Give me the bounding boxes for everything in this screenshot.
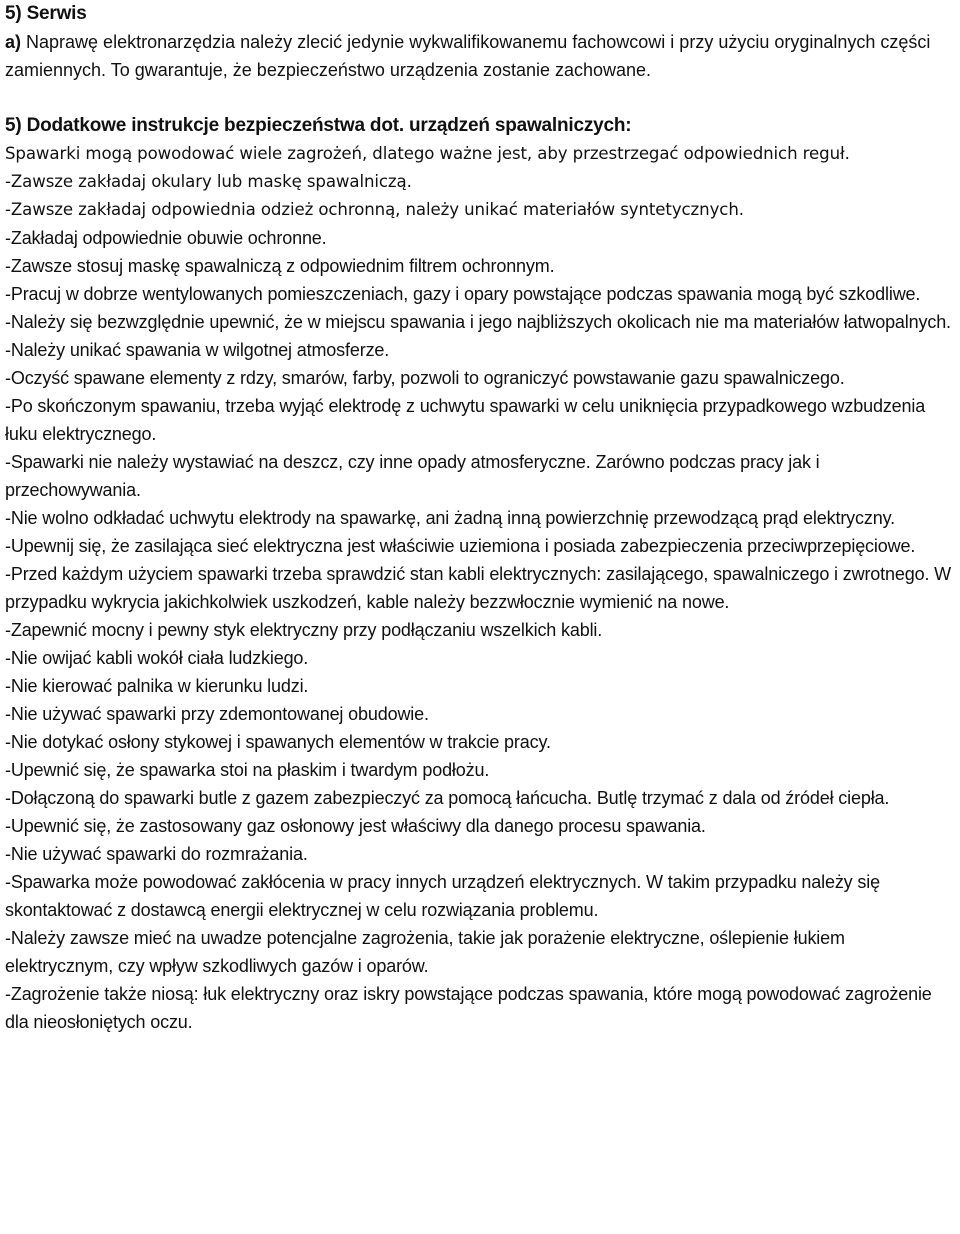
section-service-text: Naprawę elektronarzędzia należy zlecić jedynie wykwalifikowanemu fachowcowi i przy użyciu oryginalnych części zamiennych. To gwarantuje, że bezpieczeństwo urządzenia zostanie zachowane.	[5, 32, 931, 80]
section-service-lead: a)	[5, 32, 22, 52]
list-item: -Spawarki nie należy wystawiać na deszcz, czy inne opady atmosferyczne. Zarówno podczas pracy jak i przechowywania.	[5, 452, 820, 500]
section-service-heading: 5) Serwis	[5, 3, 87, 24]
section-welding-heading: 5) Dodatkowe instrukcje bezpieczeństwa dot. urządzeń spawalniczych:	[5, 115, 632, 136]
list-item: -Przed każdym użyciem spawarki trzeba sprawdzić stan kabli elektrycznych: zasilającego, spawalniczego i zwrotnego. W przypadku wykrycia jakichkolwiek uszkodzeń, kable należy bezzwłocznie wymienić na nowe.	[5, 564, 951, 612]
list-item: -Należy zawsze mieć na uwadze potencjalne zagrożenia, takie jak porażenie elektryczne, oślepienie łukiem elektrycznym, czy wpływ szkodliwych gazów i oparów.	[5, 928, 845, 976]
list-item: -Zawsze stosuj maskę spawalniczą z odpowiednim filtrem ochronnym.	[5, 256, 555, 276]
list-item: -Zapewnić mocny i pewny styk elektryczny przy podłączaniu wszelkich kabli.	[5, 620, 603, 640]
list-item: -Upewnij się, że zasilająca sieć elektryczna jest właściwie uziemiona i posiada zabezpieczenia przeciwprzepięciowe.	[5, 536, 916, 556]
list-item: -Nie owijać kabli wokół ciała ludzkiego.	[5, 648, 309, 668]
list-item: -Zawsze zakładaj okulary lub maskę spawalniczą.	[5, 172, 412, 191]
list-item: -Nie dotykać osłony stykowej i spawanych elementów w trakcie pracy.	[5, 732, 551, 752]
list-item: -Oczyść spawane elementy z rdzy, smarów, farby, pozwoli to ograniczyć powstawanie gazu spawalniczego.	[5, 368, 845, 388]
list-item: -Zagrożenie także niosą: łuk elektryczny oraz iskry powstające podczas spawania, które mogą powodować zagrożenie dla nieosłoniętych oczu.	[5, 984, 932, 1032]
list-item: -Spawarka może powodować zakłócenia w pracy innych urządzeń elektrycznych. W takim przypadku należy się skontaktować z dostawcą energii elektrycznej w celu rozwiązania problemu.	[5, 872, 880, 920]
list-item: -Dołączoną do spawarki butle z gazem zabezpieczyć za pomocą łańcucha. Butlę trzymać z dala od źródeł ciepła.	[5, 788, 890, 808]
list-item: -Po skończonym spawaniu, trzeba wyjąć elektrodę z uchwytu spawarki w celu uniknięcia przypadkowego wzbudzenia łuku elektrycznego.	[5, 396, 926, 444]
section-welding-intro: Spawarki mogą powodować wiele zagrożeń, dlatego ważne jest, aby przestrzegać odpowiednich reguł.	[5, 144, 850, 163]
safety-instructions-list	[5, 168, 955, 1036]
section-service-paragraph	[5, 28, 955, 84]
list-item: -Należy się bezwzględnie upewnić, że w miejscu spawania i jego najbliższych okolicach nie ma materiałów łatwopalnych.	[5, 312, 951, 332]
list-item: -Upewnić się, że spawarka stoi na płaskim i twardym podłożu.	[5, 760, 490, 780]
list-item: -Nie używać spawarki do rozmrażania.	[5, 844, 308, 864]
list-item: -Nie wolno odkładać uchwytu elektrody na spawarkę, ani żadną inną powierzchnię przewodzącą prąd elektryczny.	[5, 508, 895, 528]
list-item: -Należy unikać spawania w wilgotnej atmosferze.	[5, 340, 390, 360]
list-item: -Nie używać spawarki przy zdemontowanej obudowie.	[5, 704, 429, 724]
list-item: -Upewnić się, że zastosowany gaz osłonowy jest właściwy dla danego procesu spawania.	[5, 816, 706, 836]
list-item: -Pracuj w dobrze wentylowanych pomieszczeniach, gazy i opary powstające podczas spawania mogą być szkodliwe.	[5, 284, 921, 304]
list-item: -Nie kierować palnika w kierunku ludzi.	[5, 676, 309, 696]
list-item: -Zawsze zakładaj odpowiednia odzież ochronną, należy unikać materiałów syntetycznych.	[5, 200, 744, 219]
list-item: -Zakładaj odpowiednie obuwie ochronne.	[5, 228, 327, 248]
